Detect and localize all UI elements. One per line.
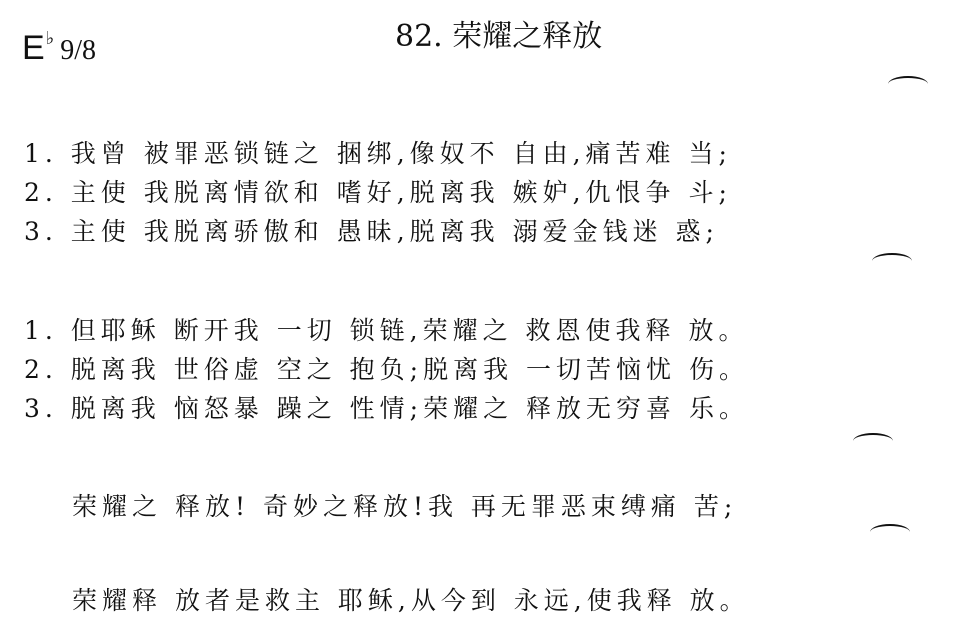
key-letter: E (22, 29, 45, 67)
lyric-line-verse2-3: 3. 脱离我 恼怒暴 躁之 性情;荣耀之 释放无穷喜 乐。 (24, 394, 749, 423)
flat-sign: ♭ (45, 28, 55, 48)
lyric-line-verse1-3: 3. 主使 我脱离骄傲和 愚昧,脱离我 溺爱金钱迷 惑; (24, 217, 719, 246)
notation-line-2 (52, 264, 967, 300)
lyric-line-verse1-2: 2. 主使 我脱离情欲和 嗜好,脱离我 嫉妒,仇恨争 斗; (24, 178, 732, 207)
lyric-line-verse1-1: 1. 我曾 被罪恶锁链之 捆绑,像奴不 自由,痛苦难 当; (24, 139, 732, 168)
notation-line-4 (52, 534, 967, 570)
lyric-line-final: 荣耀释 放者是救主 耶稣,从今到 永远,使我释 放。 (72, 586, 750, 615)
time-signature: 9/8 (60, 35, 96, 66)
lyric-line-verse2-1: 1. 但耶稣 断开我 一切 锁链,荣耀之 救恩使我释 放。 (24, 316, 749, 345)
hymn-title: 82. 荣耀之释放 (395, 19, 603, 54)
notation-line-3 (22, 442, 967, 478)
lyric-line-refrain: 荣耀之 释放! 奇妙之释放!我 再无罪恶束缚痛 苦; (72, 492, 738, 521)
key-signature (22, 18, 96, 71)
lyric-line-verse2-2: 2. 脱离我 世俗虚 空之 抱负;脱离我 一切苦恼忧 伤。 (24, 355, 749, 384)
notation-line-1 (52, 88, 967, 124)
